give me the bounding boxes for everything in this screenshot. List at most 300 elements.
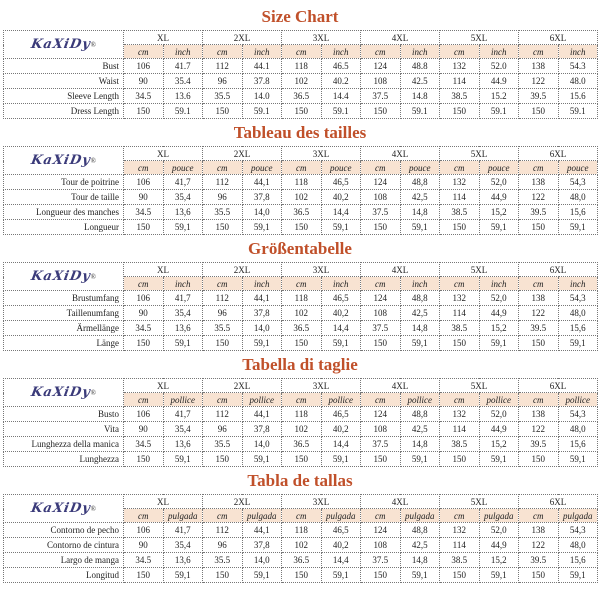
measurement-value: 108 [361, 538, 401, 553]
measurement-value: 35.4 [163, 74, 203, 89]
measurement-value: 59.1 [163, 104, 203, 119]
size-table [3, 30, 598, 119]
measurement-value: 90 [124, 538, 164, 553]
unit-inch-header: pollice [242, 393, 282, 407]
unit-cm-header: cm [282, 45, 322, 59]
measurement-value: 52,0 [479, 407, 519, 422]
chart-title: Size Chart [261, 7, 339, 26]
measurement-value: 36.5 [282, 89, 322, 104]
size-header: 3XL [282, 31, 361, 45]
measurement-value: 35.5 [203, 437, 243, 452]
table-row [4, 422, 598, 437]
size-header: XL [124, 31, 203, 45]
measurement-value: 124 [361, 523, 401, 538]
measurement-value: 59,1 [242, 336, 282, 351]
measurement-value: 59.1 [242, 104, 282, 119]
table-row [4, 538, 598, 553]
unit-cm-header: cm [124, 161, 164, 175]
registered-mark: ® [90, 156, 96, 165]
measurement-value: 44.1 [242, 59, 282, 74]
unit-cm-header: cm [519, 45, 559, 59]
table-row [4, 220, 598, 235]
brand-logo-text: KaXiDy [29, 268, 93, 284]
measurement-value: 15,2 [479, 205, 519, 220]
measurement-value: 42,5 [400, 538, 440, 553]
unit-inch-header: inch [242, 45, 282, 59]
measurement-value: 39.5 [519, 205, 559, 220]
measurement-value: 14,4 [321, 437, 361, 452]
measurement-value: 150 [203, 104, 243, 119]
unit-inch-header: pouce [242, 161, 282, 175]
brand-logo [4, 147, 124, 175]
table-row [4, 553, 598, 568]
measurement-value: 44,1 [242, 523, 282, 538]
unit-inch-header: pulgada [321, 509, 361, 523]
size-header: 6XL [519, 263, 598, 277]
measurement-value: 59,1 [321, 220, 361, 235]
measurement-value: 38.5 [440, 89, 480, 104]
unit-inch-header: pouce [321, 161, 361, 175]
unit-inch-header: inch [558, 277, 598, 291]
measurement-value: 35.5 [203, 321, 243, 336]
size-header: 2XL [203, 263, 282, 277]
measurement-value: 52.0 [479, 59, 519, 74]
measurement-value: 39.5 [519, 89, 559, 104]
unit-cm-header: cm [203, 393, 243, 407]
measurement-value: 59,1 [321, 452, 361, 467]
table-row [4, 407, 598, 422]
unit-cm-header: cm [440, 277, 480, 291]
unit-cm-header: cm [124, 45, 164, 59]
measurement-value: 48,8 [400, 407, 440, 422]
size-header: 6XL [519, 379, 598, 393]
measurement-value: 44,1 [242, 407, 282, 422]
measurement-value: 150 [124, 220, 164, 235]
unit-cm-header: cm [282, 509, 322, 523]
measurement-value: 13.6 [163, 89, 203, 104]
unit-inch-header: pulgada [400, 509, 440, 523]
measurement-value: 37.5 [361, 437, 401, 452]
unit-cm-header: cm [361, 161, 401, 175]
measurement-value: 44,1 [242, 175, 282, 190]
measurement-value: 59,1 [479, 336, 519, 351]
measurement-value: 46,5 [321, 291, 361, 306]
chart-title: Tabla de tallas [247, 471, 353, 490]
unit-cm-header: cm [282, 161, 322, 175]
measurement-value: 150 [282, 452, 322, 467]
unit-cm-header: cm [361, 509, 401, 523]
measurement-value: 35.5 [203, 89, 243, 104]
measurement-value: 42,5 [400, 306, 440, 321]
table-row [4, 336, 598, 351]
measurement-value: 122 [519, 422, 559, 437]
measurement-value: 124 [361, 175, 401, 190]
measurement-label: Longueur [4, 220, 124, 235]
measurement-label: Contorno de cintura [4, 538, 124, 553]
measurement-value: 39.5 [519, 321, 559, 336]
measurement-value: 150 [519, 452, 559, 467]
size-table [3, 494, 598, 583]
measurement-value: 59,1 [242, 220, 282, 235]
measurement-value: 59,1 [400, 568, 440, 583]
measurement-value: 124 [361, 59, 401, 74]
measurement-value: 59,1 [321, 336, 361, 351]
measurement-value: 59,1 [400, 220, 440, 235]
unit-cm-header: cm [361, 277, 401, 291]
measurement-value: 54,3 [558, 407, 598, 422]
measurement-label: Taillenumfang [4, 306, 124, 321]
measurement-value: 37,8 [242, 422, 282, 437]
unit-inch-header: pouce [400, 161, 440, 175]
size-header: 5XL [440, 31, 519, 45]
measurement-value: 122 [519, 306, 559, 321]
measurement-value: 54.3 [558, 59, 598, 74]
unit-inch-header: pouce [163, 161, 203, 175]
table-row [4, 452, 598, 467]
measurement-value: 34.5 [124, 437, 164, 452]
brand-logo [4, 495, 124, 523]
measurement-value: 150 [203, 220, 243, 235]
measurement-value: 112 [203, 175, 243, 190]
measurement-value: 42.5 [400, 74, 440, 89]
measurement-value: 39.5 [519, 437, 559, 452]
measurement-value: 112 [203, 291, 243, 306]
size-table [3, 262, 598, 351]
unit-cm-header: cm [203, 509, 243, 523]
size-header: 6XL [519, 31, 598, 45]
measurement-value: 96 [203, 190, 243, 205]
measurement-label: Tour de poitrine [4, 175, 124, 190]
measurement-value: 108 [361, 306, 401, 321]
measurement-value: 59,1 [242, 568, 282, 583]
measurement-value: 37.5 [361, 321, 401, 336]
unit-cm-header: cm [203, 161, 243, 175]
unit-cm-header: cm [124, 393, 164, 407]
measurement-value: 15.2 [479, 89, 519, 104]
brand-logo-text: KaXiDy [29, 384, 93, 400]
registered-mark: ® [90, 388, 96, 397]
measurement-value: 37.5 [361, 205, 401, 220]
measurement-value: 150 [440, 336, 480, 351]
size-table [3, 378, 598, 467]
measurement-value: 118 [282, 523, 322, 538]
measurement-value: 54,3 [558, 523, 598, 538]
measurement-value: 37.5 [361, 89, 401, 104]
measurement-value: 39.5 [519, 553, 559, 568]
unit-cm-header: cm [440, 509, 480, 523]
measurement-value: 59.1 [479, 104, 519, 119]
unit-inch-header: pulgada [479, 509, 519, 523]
measurement-value: 14,8 [400, 205, 440, 220]
registered-mark: ® [90, 40, 96, 49]
size-header: 2XL [203, 379, 282, 393]
table-row [4, 190, 598, 205]
measurement-value: 37,8 [242, 306, 282, 321]
table-row [4, 104, 598, 119]
measurement-value: 150 [203, 568, 243, 583]
measurement-value: 132 [440, 291, 480, 306]
measurement-value: 106 [124, 523, 164, 538]
measurement-value: 48,8 [400, 175, 440, 190]
measurement-value: 150 [361, 336, 401, 351]
table-row [4, 306, 598, 321]
measurement-label: Länge [4, 336, 124, 351]
unit-cm-header: cm [361, 393, 401, 407]
table-row [4, 74, 598, 89]
brand-logo [4, 263, 124, 291]
size-header: 3XL [282, 147, 361, 161]
measurement-value: 41,7 [163, 407, 203, 422]
measurement-value: 44,9 [479, 538, 519, 553]
measurement-value: 59,1 [242, 452, 282, 467]
brand-logo [4, 31, 124, 59]
measurement-value: 41,7 [163, 175, 203, 190]
measurement-value: 35.5 [203, 205, 243, 220]
measurement-value: 150 [124, 336, 164, 351]
measurement-value: 46,5 [321, 407, 361, 422]
measurement-value: 14,8 [400, 553, 440, 568]
measurement-value: 42,5 [400, 422, 440, 437]
measurement-value: 14.0 [242, 89, 282, 104]
measurement-value: 14.4 [321, 89, 361, 104]
measurement-value: 14,0 [242, 437, 282, 452]
measurement-value: 150 [203, 336, 243, 351]
measurement-value: 118 [282, 407, 322, 422]
table-row [4, 523, 598, 538]
measurement-value: 46,5 [321, 175, 361, 190]
measurement-value: 108 [361, 74, 401, 89]
unit-cm-header: cm [282, 277, 322, 291]
measurement-value: 132 [440, 407, 480, 422]
size-header: 4XL [361, 495, 440, 509]
measurement-value: 150 [282, 336, 322, 351]
measurement-value: 41.7 [163, 59, 203, 74]
measurement-value: 48,8 [400, 291, 440, 306]
measurement-value: 90 [124, 306, 164, 321]
measurement-value: 44,9 [479, 306, 519, 321]
measurement-value: 48,8 [400, 523, 440, 538]
measurement-value: 36.5 [282, 205, 322, 220]
measurement-value: 40,2 [321, 422, 361, 437]
table-row [4, 321, 598, 336]
size-header: 3XL [282, 379, 361, 393]
measurement-value: 150 [282, 220, 322, 235]
measurement-value: 14,4 [321, 553, 361, 568]
measurement-value: 37,8 [242, 190, 282, 205]
size-header: 2XL [203, 31, 282, 45]
measurement-value: 48,0 [558, 190, 598, 205]
measurement-value: 150 [519, 568, 559, 583]
measurement-value: 44.9 [479, 74, 519, 89]
measurement-value: 15,6 [558, 437, 598, 452]
measurement-value: 14,4 [321, 205, 361, 220]
size-header: 4XL [361, 147, 440, 161]
measurement-value: 34.5 [124, 89, 164, 104]
measurement-value: 48,0 [558, 422, 598, 437]
unit-inch-header: pollice [558, 393, 598, 407]
measurement-value: 102 [282, 422, 322, 437]
measurement-value: 59,1 [558, 220, 598, 235]
measurement-value: 122 [519, 74, 559, 89]
measurement-value: 54,3 [558, 291, 598, 306]
measurement-value: 96 [203, 538, 243, 553]
measurement-value: 15.6 [558, 89, 598, 104]
measurement-label: Brustumfang [4, 291, 124, 306]
measurement-value: 114 [440, 306, 480, 321]
measurement-value: 59,1 [163, 568, 203, 583]
measurement-value: 150 [361, 568, 401, 583]
table-row [4, 175, 598, 190]
unit-inch-header: pouce [479, 161, 519, 175]
registered-mark: ® [90, 272, 96, 281]
measurement-value: 150 [282, 568, 322, 583]
size-header: 2XL [203, 147, 282, 161]
measurement-value: 132 [440, 175, 480, 190]
unit-cm-header: cm [203, 45, 243, 59]
measurement-value: 15,2 [479, 321, 519, 336]
measurement-label: Bust [4, 59, 124, 74]
measurement-label: Waist [4, 74, 124, 89]
unit-inch-header: inch [321, 45, 361, 59]
measurement-value: 48,0 [558, 306, 598, 321]
size-header: 3XL [282, 495, 361, 509]
unit-inch-header: pulgada [163, 509, 203, 523]
measurement-value: 102 [282, 74, 322, 89]
measurement-value: 52,0 [479, 291, 519, 306]
measurement-value: 106 [124, 175, 164, 190]
measurement-value: 41,7 [163, 523, 203, 538]
table-row [4, 205, 598, 220]
measurement-value: 59.1 [558, 104, 598, 119]
measurement-value: 15,6 [558, 205, 598, 220]
table-row [4, 437, 598, 452]
measurement-label: Longueur des manches [4, 205, 124, 220]
measurement-value: 15,2 [479, 437, 519, 452]
measurement-value: 112 [203, 523, 243, 538]
measurement-value: 106 [124, 59, 164, 74]
measurement-value: 150 [519, 220, 559, 235]
measurement-value: 36.5 [282, 321, 322, 336]
table-row [4, 89, 598, 104]
measurement-value: 35,4 [163, 422, 203, 437]
measurement-value: 14,8 [400, 321, 440, 336]
size-header: 5XL [440, 379, 519, 393]
measurement-value: 41,7 [163, 291, 203, 306]
size-header: 5XL [440, 147, 519, 161]
measurement-value: 35,4 [163, 538, 203, 553]
unit-cm-header: cm [519, 161, 559, 175]
measurement-value: 124 [361, 291, 401, 306]
measurement-value: 37.5 [361, 553, 401, 568]
measurement-value: 37.8 [242, 74, 282, 89]
measurement-label: Lunghezza della manica [4, 437, 124, 452]
measurement-value: 15,6 [558, 321, 598, 336]
measurement-value: 150 [440, 452, 480, 467]
measurement-value: 38.5 [440, 205, 480, 220]
measurement-value: 15,2 [479, 553, 519, 568]
unit-cm-header: cm [519, 509, 559, 523]
measurement-value: 118 [282, 59, 322, 74]
unit-cm-header: cm [282, 393, 322, 407]
measurement-value: 102 [282, 306, 322, 321]
measurement-value: 150 [361, 104, 401, 119]
unit-cm-header: cm [203, 277, 243, 291]
unit-cm-header: cm [440, 393, 480, 407]
measurement-value: 35,4 [163, 306, 203, 321]
size-header: XL [124, 495, 203, 509]
unit-inch-header: inch [242, 277, 282, 291]
measurement-value: 44,1 [242, 291, 282, 306]
measurement-value: 40.2 [321, 74, 361, 89]
measurement-value: 34.5 [124, 553, 164, 568]
unit-cm-header: cm [124, 509, 164, 523]
measurement-label: Ärmellänge [4, 321, 124, 336]
measurement-value: 96 [203, 306, 243, 321]
measurement-value: 59,1 [479, 452, 519, 467]
size-header: 4XL [361, 379, 440, 393]
registered-mark: ® [90, 504, 96, 513]
measurement-value: 59,1 [558, 452, 598, 467]
measurement-value: 59,1 [163, 452, 203, 467]
measurement-value: 35.5 [203, 553, 243, 568]
unit-inch-header: inch [321, 277, 361, 291]
measurement-value: 59,1 [163, 220, 203, 235]
measurement-value: 150 [361, 220, 401, 235]
size-header: XL [124, 147, 203, 161]
measurement-value: 90 [124, 422, 164, 437]
measurement-value: 59,1 [321, 568, 361, 583]
unit-cm-header: cm [361, 45, 401, 59]
measurement-value: 14,0 [242, 553, 282, 568]
measurement-value: 48,0 [558, 538, 598, 553]
measurement-value: 90 [124, 190, 164, 205]
measurement-label: Contorno de pecho [4, 523, 124, 538]
measurement-value: 40,2 [321, 190, 361, 205]
measurement-value: 132 [440, 59, 480, 74]
measurement-value: 14,0 [242, 321, 282, 336]
measurement-value: 138 [519, 59, 559, 74]
measurement-value: 48.8 [400, 59, 440, 74]
measurement-value: 38.5 [440, 437, 480, 452]
measurement-value: 44,9 [479, 190, 519, 205]
measurement-value: 150 [203, 452, 243, 467]
measurement-value: 96 [203, 422, 243, 437]
measurement-label: Largo de manga [4, 553, 124, 568]
measurement-value: 34.5 [124, 321, 164, 336]
measurement-value: 13,6 [163, 553, 203, 568]
measurement-value: 13,6 [163, 437, 203, 452]
measurement-value: 59,1 [558, 568, 598, 583]
unit-inch-header: inch [400, 45, 440, 59]
unit-cm-header: cm [124, 277, 164, 291]
measurement-value: 106 [124, 291, 164, 306]
measurement-value: 59,1 [400, 452, 440, 467]
size-header: XL [124, 379, 203, 393]
measurement-value: 48.0 [558, 74, 598, 89]
size-header: 6XL [519, 495, 598, 509]
measurement-value: 150 [282, 104, 322, 119]
chart-title: Tabella di taglie [242, 355, 358, 374]
measurement-value: 150 [440, 104, 480, 119]
measurement-value: 150 [124, 104, 164, 119]
measurement-value: 114 [440, 422, 480, 437]
measurement-value: 35,4 [163, 190, 203, 205]
measurement-value: 14,4 [321, 321, 361, 336]
unit-inch-header: pollice [479, 393, 519, 407]
measurement-value: 38.5 [440, 321, 480, 336]
measurement-value: 59,1 [558, 336, 598, 351]
measurement-value: 59,1 [479, 220, 519, 235]
